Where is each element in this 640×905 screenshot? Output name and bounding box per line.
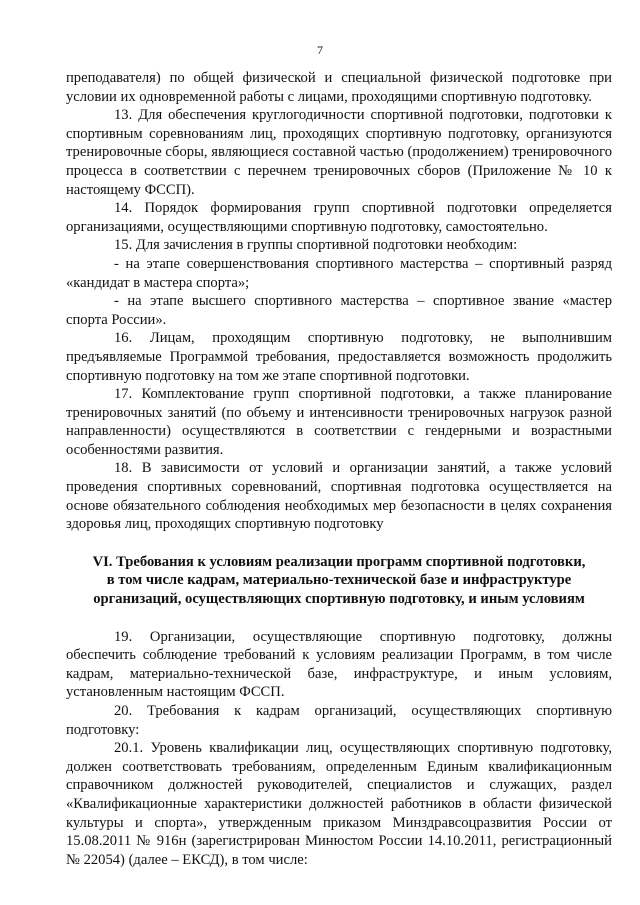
document-body <box>66 69 612 869</box>
page-number: 7 <box>317 43 323 57</box>
paragraph-17: 17. Комплектование групп спортивной подготовки, а также планирование тренировочных занятий (по объему и интенсивности тренировочных нагрузок разной направленности) осуществляются в соответствии с гендерными и возрастными особенностями развития. <box>66 386 612 458</box>
paragraph-19: 19. Организации, осуществляющие спортивную подготовку, должны обеспечить соблюдение требований к условиям реализации Программ, в том числе кадрам, материально-технической базе, инфраструктуре, и иным условиям, установленным настоящим ФССП. <box>66 628 612 701</box>
section-heading-line: организаций, осуществляющих спортивную подготовку, и иным условиям <box>93 591 585 608</box>
paragraph-15: 15. Для зачисления в группы спортивной подготовки необходим: <box>114 237 518 254</box>
section-heading-line: в том числе кадрам, материально-технической базе и инфраструктуре <box>106 572 572 589</box>
paragraph-20-1: 20.1. Уровень квалификации лиц, осуществляющих спортивную подготовку, должен соответствовать требованиям, определенным Единым квалификационным справочником должностей руководителей, специалистов и служащих, раздел «Квалификационные характеристики должностей работников в области физической культуры и спорта», утвержденным приказом Минздравсоцразвития России от 15.08.2011 № 916н (зарегистрирован Минюстом России 14.10.2011, регистрационный № 22054) (далее – ЕКСД), в том числе: <box>66 740 612 868</box>
paragraph-16: 16. Лицам, проходящим спортивную подготовку, не выполнившим предъявляемые Программой требования, предоставляется возможность продолжить спортивную подготовку на том же этапе спортивной подготовки. <box>66 330 612 384</box>
paragraph-20: 20. Требования к кадрам организаций, осуществляющих спортивную подготовку: <box>66 703 612 738</box>
list-item: - на этапе высшего спортивного мастерства – спортивное звание «мастер спорта России». <box>66 293 612 328</box>
section-heading-line: VI. Требования к условиям реализации программ спортивной подготовки, <box>92 553 586 570</box>
list-item: - на этапе совершенствования спортивного мастерства – спортивный разряд «кандидат в мастера спорта»; <box>66 255 612 291</box>
paragraph-14: 14. Порядок формирования групп спортивной подготовки определяется организациями, осуществляющими спортивную подготовку, самостоятельно. <box>66 200 612 235</box>
paragraph-18: 18. В зависимости от условий и организации занятий, а также условий проведения спортивных соревнований, спортивная подготовка осуществляется на основе обязательного соблюдения необходимых мер безопасности в целях сохранения здоровья лиц, проходящих спортивную подготовку <box>66 460 612 533</box>
section-heading <box>66 553 612 609</box>
paragraph: преподавателя) по общей физической и специальной физической подготовке при условии их одновременной работы с лицами, проходящими спортивную подготовку. <box>66 70 612 105</box>
paragraph-13: 13. Для обеспечения круглогодичности спортивной подготовки, подготовки к спортивным соревнованиям лиц, проходящих спортивную подготовку, организуются тренировочные сборы, являющиеся составной частью (продолжением) тренировочного процесса в соответствии с перечнем тренировочных сборов (Приложение № 10 к настоящему ФССП). <box>66 107 612 198</box>
